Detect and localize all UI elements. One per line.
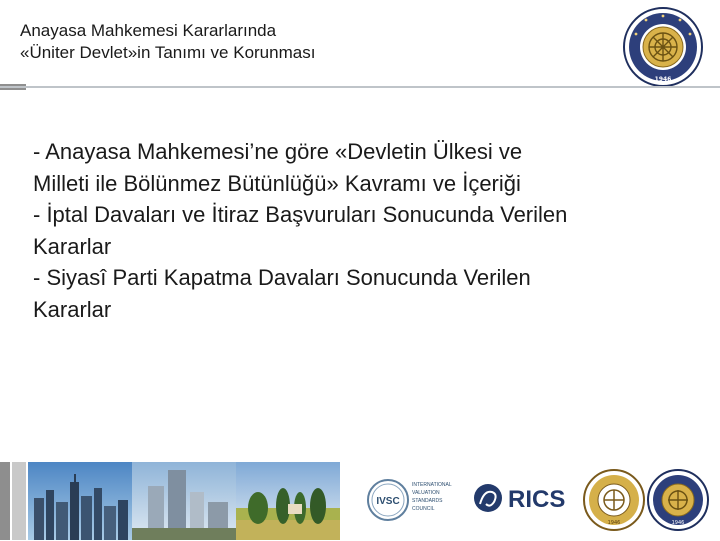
logo-year: 1946 xyxy=(654,76,672,83)
body-line-1: - Anayasa Mahkemesi’ne göre «Devletin Ülkesi ve xyxy=(33,139,523,164)
slide-body xyxy=(33,136,693,325)
title-line-1: Anayasa Mahkemesi Kararlarında xyxy=(20,21,277,40)
city-skyline-photo xyxy=(28,462,132,540)
seal-2-year: 1946 xyxy=(671,520,685,526)
rics-text: RICS xyxy=(508,486,566,513)
slide-footer xyxy=(0,462,720,540)
countryside-photo xyxy=(236,462,340,540)
header-divider xyxy=(0,86,720,88)
footer-accent-bar xyxy=(0,462,10,540)
ivsc-text-2: VALUATION xyxy=(412,490,440,496)
ivsc-text-3: STANDARDS xyxy=(412,498,443,504)
body-line-4: Kararlar xyxy=(33,233,112,259)
ivsc-text-4: COUNCIL xyxy=(412,506,435,512)
university-seal-1 xyxy=(584,470,644,530)
footer-accent-bar-light xyxy=(12,462,26,540)
footer-photo-strip xyxy=(28,462,340,540)
ivsc-logo xyxy=(368,480,452,520)
body-line-2: Milleti ile Bölünmez Bütünlüğü» Kavramı ve İçeriği xyxy=(33,170,521,196)
body-line-3: - İptal Davaları ve İtiraz Başvuruları Sonucunda Verilen xyxy=(33,202,568,227)
footer-logos xyxy=(362,464,712,536)
university-seal-2 xyxy=(648,470,708,530)
ivsc-text-1: INTERNATIONAL xyxy=(412,482,452,488)
seal-1-year: 1946 xyxy=(607,520,621,526)
ivsc-mark: IVSC xyxy=(376,496,400,507)
partner-logos xyxy=(362,464,712,536)
rics-logo xyxy=(474,484,565,513)
body-line-6: Kararlar xyxy=(33,296,112,322)
title-line-2: «Üniter Devlet»in Tanımı ve Korunması xyxy=(20,43,316,62)
slide-title xyxy=(20,20,580,64)
body-line-5: - Siyasî Parti Kapatma Davaları Sonucunda Verilen xyxy=(33,265,531,290)
modern-tower-photo xyxy=(132,462,236,540)
slide-header xyxy=(0,0,720,92)
ankara-university-logo xyxy=(622,6,704,88)
